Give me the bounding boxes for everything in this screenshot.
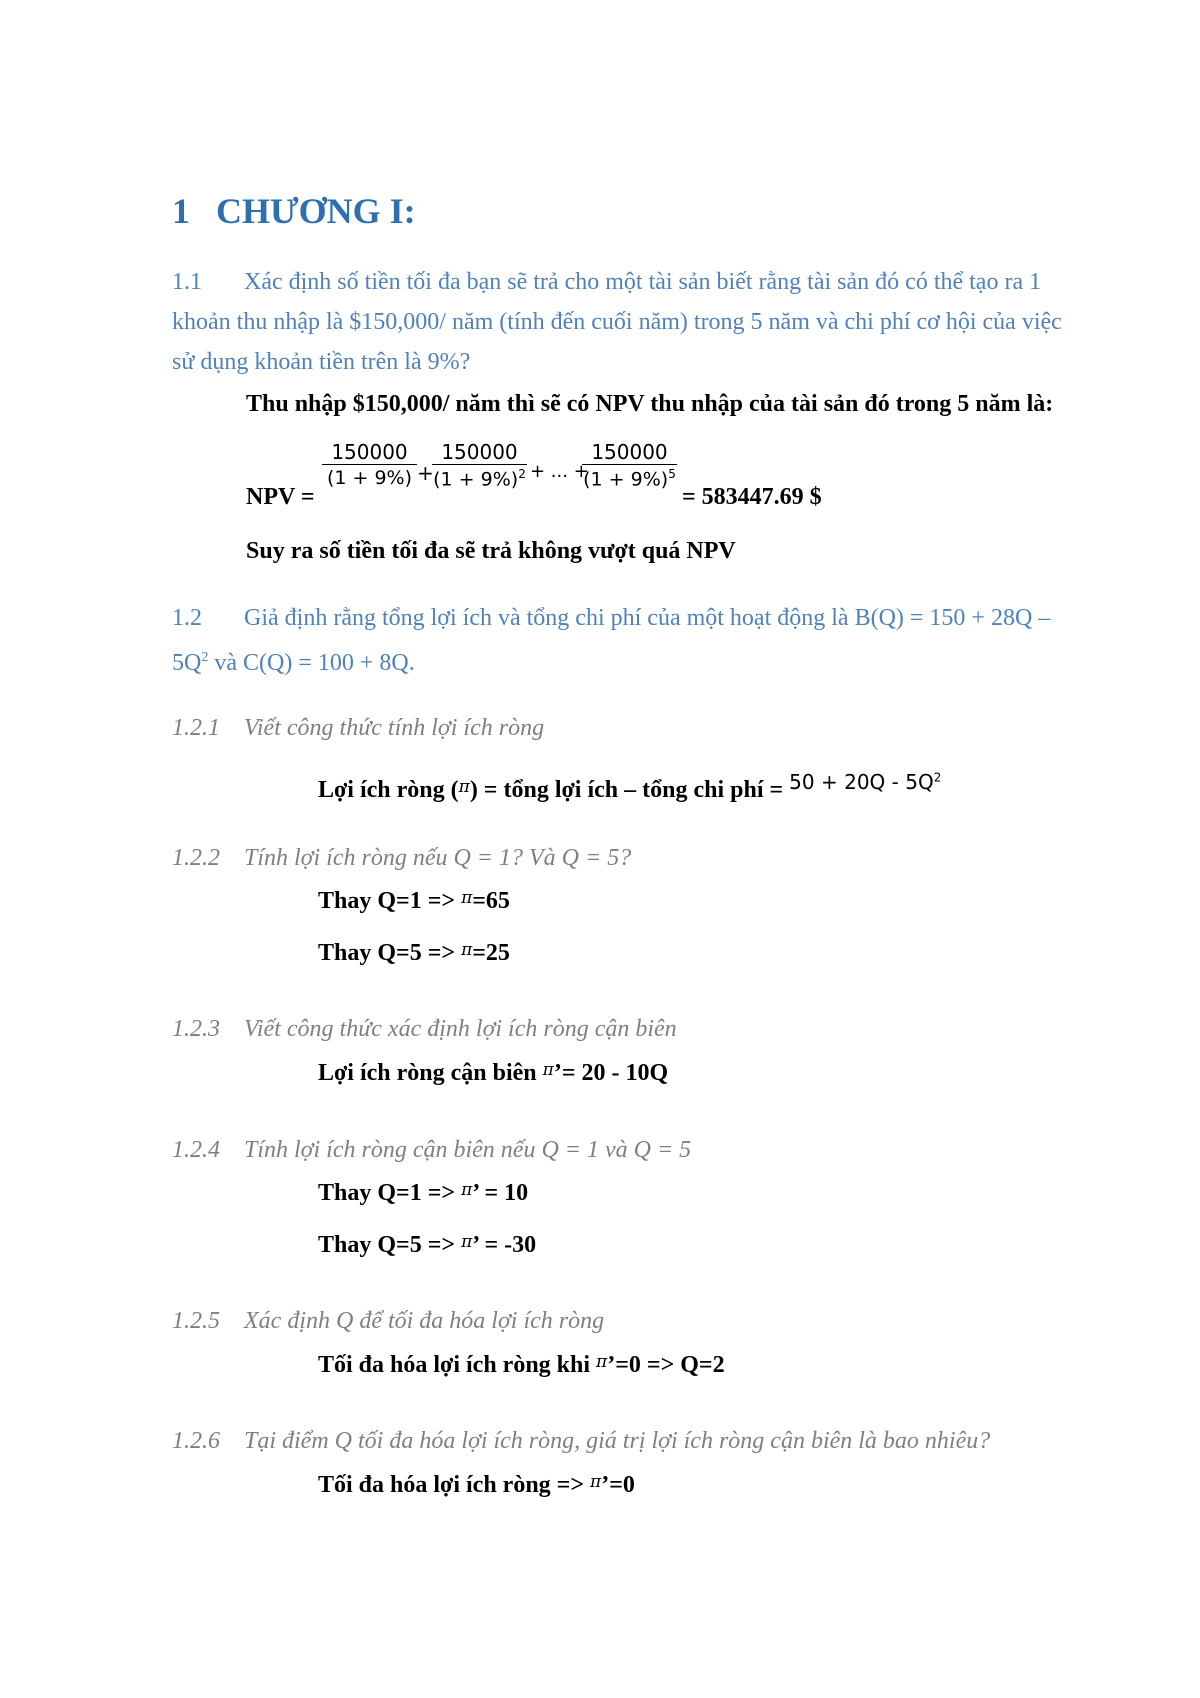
npv-term-2 [432, 440, 527, 490]
net-benefit-formula: Lợi ích ròng ($^\pi$) = tổng lợi ích – tổng chi phí = $^{50 + 20Q - 5Q^2}$ [318, 770, 942, 803]
section-number: 1.1 [172, 269, 202, 295]
npv-numerator: 150000 [322, 440, 417, 465]
answer-line: Thay Q=5 => $^\pi$’ = -30 [318, 1232, 537, 1258]
section-number: 1.2.4 [172, 1137, 220, 1163]
section-title: Tính lợi ích ròng nếu Q = 1? Và Q = 5? [244, 845, 632, 871]
formula-expression: 50 + 20Q - 5Q2 [789, 770, 942, 794]
section-title: Tại điểm Q tối đa hóa lợi ích ròng, giá trị lợi ích ròng cận biên là bao nhiêu? [244, 1428, 991, 1454]
pi-symbol: π [461, 940, 473, 960]
section-title: Xác định số tiền tối đa bạn sẽ trả cho một tài sản biết rằng tài sản đó có thể tạo ra 1 khoản thu nhập là $150,000/ năm (tính đến cuối năm) trong 5 năm và chi phí cơ hội của việc sử dụng khoản tiền trên là 9%? [172, 269, 1062, 375]
section-1-2-4-heading [172, 1137, 691, 1164]
chapter-title: CHƯƠNG I: [216, 191, 416, 231]
pi-symbol: π [461, 888, 473, 908]
section-title: Viết công thức xác định lợi ích ròng cận biên [244, 1016, 677, 1042]
answer-line: Tối đa hóa lợi ích ròng => $^\pi$’=0 [318, 1472, 635, 1498]
section-number: 1.2.5 [172, 1308, 220, 1334]
section-1-2-heading [172, 598, 1082, 683]
plus-sign: + [417, 461, 434, 485]
answer-line: Thay Q=5 => $^\pi$=25 [318, 940, 510, 966]
npv-numerator: 150000 [582, 440, 677, 465]
chapter-heading [172, 190, 416, 232]
ellipsis: + ... + [530, 461, 589, 482]
section-1-1-heading [172, 262, 1082, 382]
npv-denominator: (1 + 9%) [326, 467, 413, 489]
npv-result: = 583447.69 $ [682, 484, 822, 510]
npv-conclusion: Suy ra số tiền tối đa sẽ trả không vượt quá NPV [246, 538, 736, 564]
answer-line: Tối đa hóa lợi ích ròng khi $^\pi$’=0 => Q=2 [318, 1352, 725, 1378]
section-number: 1.2.1 [172, 715, 220, 741]
section-1-2-5-heading [172, 1308, 604, 1335]
pi-symbol: π [596, 1352, 608, 1372]
pi-symbol: π [542, 1060, 554, 1080]
npv-term-1 [322, 440, 417, 489]
chapter-number: 1 [172, 191, 190, 231]
answer-line: Thay Q=1 => $^\pi$’ = 10 [318, 1180, 529, 1206]
section-title: Giả định rằng tổng lợi ích và tổng chi phí của một hoạt động là B(Q) = 150 + 28Q – 5Q [172, 605, 1051, 676]
section-title: Tính lợi ích ròng cận biên nếu Q = 1 và Q = 5 [244, 1137, 692, 1163]
pi-symbol: π [461, 1180, 473, 1200]
superscript: 2 [201, 650, 209, 665]
section-title: Viết công thức tính lợi ích ròng [244, 715, 545, 741]
npv-denominator: $(1 + 9\%)^5$ [583, 467, 676, 491]
npv-denominator: $(1 + 9\%)^2$ [433, 467, 526, 491]
section-1-2-2-heading [172, 845, 631, 872]
pi-symbol: π [458, 777, 470, 797]
answer-line: Lợi ích ròng cận biên $^\pi$’= 20 - 10Q [318, 1060, 669, 1086]
npv-numerator: 150000 [432, 440, 527, 465]
section-1-2-6-heading [172, 1428, 990, 1455]
pi-symbol: π [590, 1472, 602, 1492]
section-number: 1.2.2 [172, 845, 220, 871]
pi-symbol: π [461, 1232, 473, 1252]
section-title-end: và C(Q) = 100 + 8Q. [208, 650, 415, 676]
section-title: Xác định Q để tối đa hóa lợi ích ròng [244, 1308, 605, 1334]
npv-intro: Thu nhập $150,000/ năm thì sẽ có NPV thu nhập của tài sản đó trong 5 năm là: [246, 391, 1054, 417]
npv-label: NPV = [246, 484, 315, 510]
answer-line: Thay Q=1 => $^\pi$=65 [318, 888, 510, 914]
section-number: 1.2.6 [172, 1428, 220, 1454]
npv-term-5 [582, 440, 677, 490]
section-number: 1.2.3 [172, 1016, 220, 1042]
section-1-2-1-heading [172, 715, 544, 742]
section-number: 1.2 [172, 605, 202, 631]
section-1-2-3-heading [172, 1016, 677, 1043]
